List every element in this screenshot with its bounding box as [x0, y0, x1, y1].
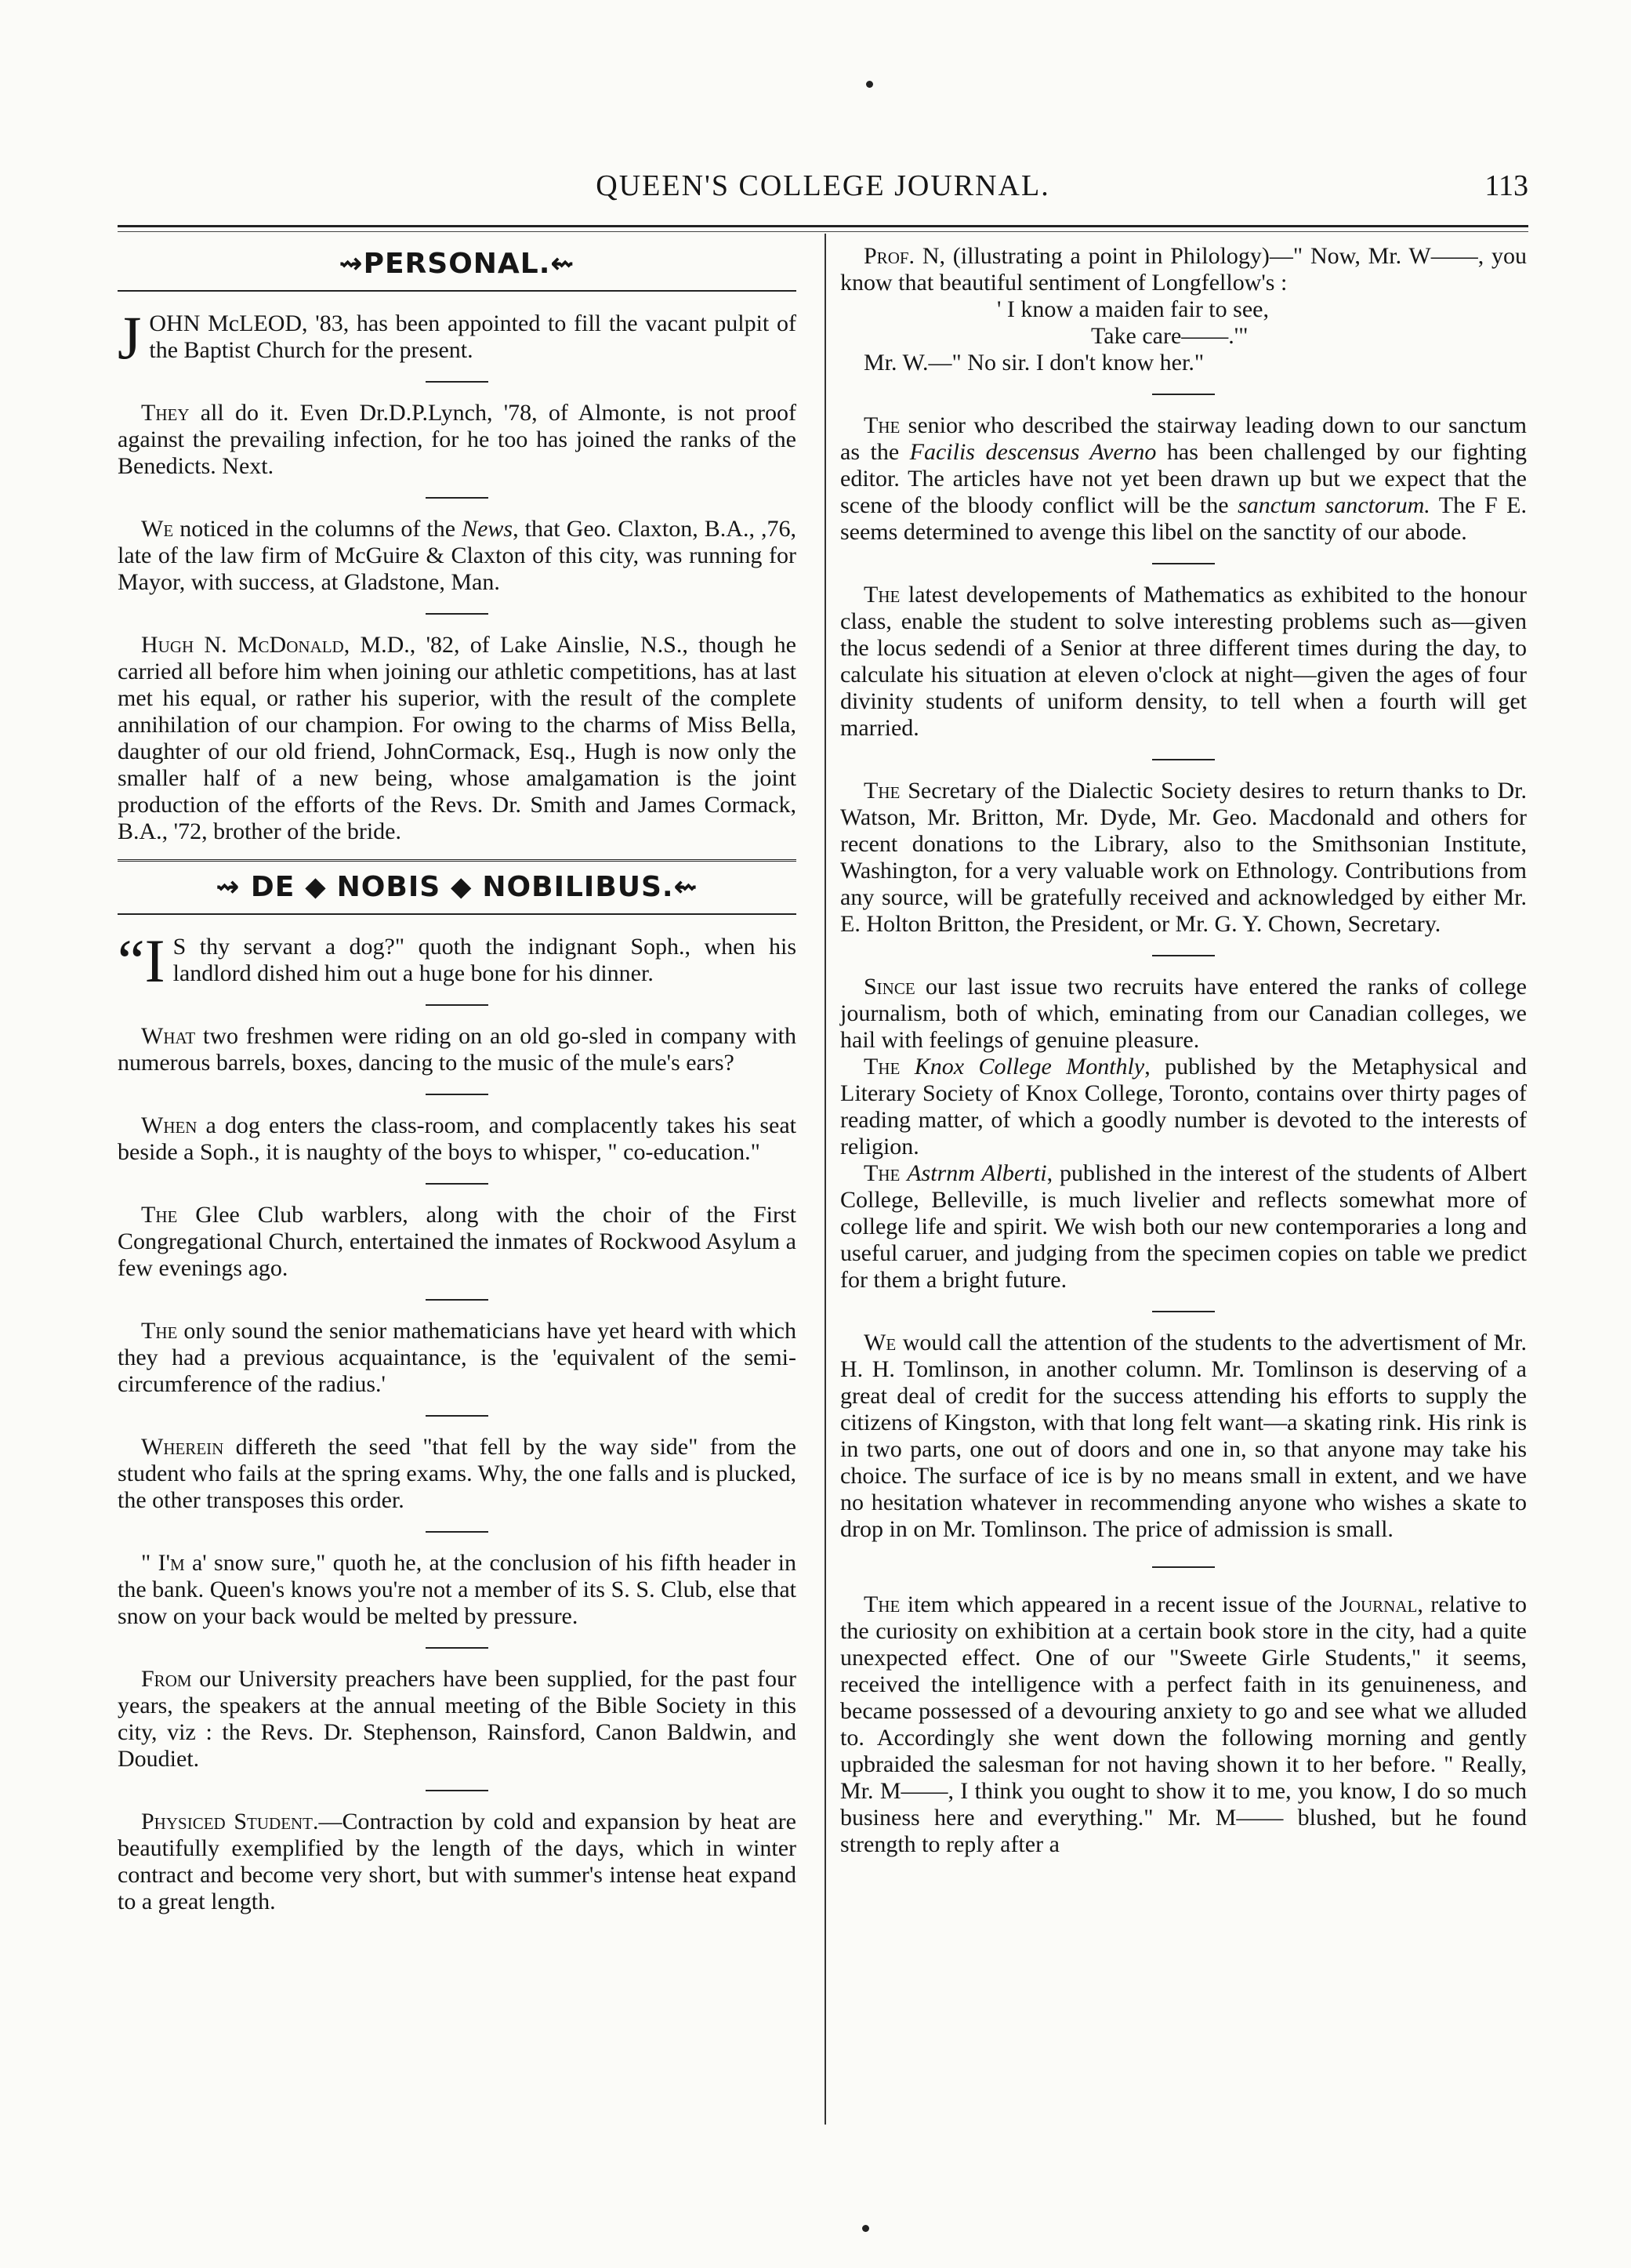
- personal-item-4-text: , M.D., '82, of Lake Ainslie, N.S., though he carried all before him when joining our athletic competitions, has at last met his equal, or rather his superior, with the result of the complete annihilation of our champion. For owing to the charms of Miss Bella, daughter of our old friend, JohnCormack, Esq., Hugh is now only the smaller half of a new being, whose amalgamation is the joint production of the efforts of the Revs. Dr. Smith and James Cormack, B.A., '72, brother of the bride.: [118, 632, 796, 844]
- nobis-item-7-text: a' snow sure," quoth he, at the conclusion of his fifth header in the bank. Queen's knows you're not a member of its S. S. Club, else that snow on your back would be melted by pressure.: [118, 1550, 796, 1629]
- personal-item-2-text: all do it. Even Dr.D.P.Lynch, '78, of Almonte, is not proof against the prevailing infection, for he too has joined the ranks of the Benedicts. Next.: [118, 400, 796, 479]
- nobis-item-8: [118, 1666, 796, 1773]
- journal-title: QUEEN'S COLLEGE JOURNAL.: [596, 169, 1050, 202]
- nobis-item-3: [118, 1112, 796, 1166]
- nobis-item-6-text: differeth the seed "that fell by the way side" from the student who fails at the spring exams. Why, the one falls and is plucked, the other transposes this order.: [118, 1434, 796, 1513]
- lead-word: The: [141, 1202, 178, 1228]
- right-item-2-text-c: The F E. seems determined to avenge this libel on the sanctity of our abode.: [840, 492, 1527, 545]
- lead-word: Wherein: [141, 1434, 224, 1460]
- nobis-item-2-text: two freshmen were riding on an old go-sled in company with numerous barrels, boxes, dancing to the music of the mule's ears?: [118, 1023, 796, 1076]
- separator: [426, 497, 488, 499]
- right-item-5c-text: , published in the interest of the students of Albert College, Belleville, is much livelier and reflects somewhat more of college life and spirit. We wish both our new contemporaries a long and useful caruer, and judging from the specimen copies on table we predict for them a bright future.: [840, 1160, 1528, 1293]
- reply-line: Mr. W.—" No sir. I don't know her.": [864, 350, 1205, 376]
- nobis-item-9: [118, 1809, 796, 1915]
- separator: [426, 1299, 488, 1301]
- column-divider: [825, 234, 826, 2125]
- right-item-7-text-a: item which appeared in a recent issue of the: [900, 1591, 1340, 1617]
- separator: [426, 1647, 488, 1649]
- nobis-item-1: [118, 927, 796, 995]
- news-title: News: [462, 516, 513, 542]
- page-number: 113: [1484, 169, 1528, 202]
- nobis-item-7: [118, 1550, 796, 1630]
- personal-item-3-text-a: noticed in the columns of the: [173, 516, 462, 542]
- nobis-item-4-text: Glee Club warblers, along with the choir of the First Congregational Church, entertained the inmates of Rockwood Asylum a few evenings ago.: [118, 1202, 796, 1281]
- right-item-3-text: latest developements of Mathematics as exhibited to the honour class, enable the student to solve interesting problems such as—given the locus sedendi of a Senior at three different times during the day, to calculate his situation at eleven o'clock at night—given the ages of four divinity students of uniform density, to tell when a fourth will get married.: [840, 582, 1527, 741]
- poem-line-1: ' I know a maiden fair to see,: [997, 296, 1269, 322]
- right-item-1-text: N, (illustrating a point in Philology)—" Now, Mr. W——, you know that beautiful sentiment of Longfellow's :: [840, 243, 1527, 296]
- section-double-rule: [118, 859, 796, 865]
- nobis-heading-rule: [118, 913, 796, 915]
- right-item-5-text: our last issue two recruits have entered the ranks of college journalism, both of which, eminating from our Canadian colleges, we hail with feelings of genuine pleasure.: [840, 974, 1527, 1053]
- nobis-item-8-text: our University preachers have been supplied, for the past four years, the speakers at the annual meeting of the Bible Society in this city, viz : the Revs. Dr. Stephenson, Rainsford, Canon Baldwin, and Doudiet.: [118, 1666, 796, 1772]
- separator: [426, 381, 488, 383]
- personal-heading-rule: [118, 290, 796, 292]
- lead-word: Since: [864, 974, 915, 1000]
- publication-title: Knox College Monthly: [914, 1054, 1145, 1080]
- personal-item-1: [118, 303, 796, 372]
- right-item-4-text: Secretary of the Dialectic Society desires to return thanks to Dr. Watson, Mr. Britton, Mr. Dyde, Mr. Geo. Macdonald and others for recent donations to the Library, also to the Smithsonian Institute, Washington, for a very valuable work on Ethnology. Contributions from any source, will be gratefully received and acknowledged by either Mr. E. Holton Britton, the President, or Mr. G. Y. Chown, Secretary.: [840, 778, 1527, 937]
- page-mark-top: [866, 81, 873, 88]
- publication-title: Astrnm Alberti: [907, 1160, 1047, 1186]
- open-quote: ": [141, 1550, 158, 1576]
- header-rule-thin: [118, 231, 1528, 232]
- nobis-item-1-text: S thy servant a dog?" quoth the indignant Soph., when his landlord dished him out a huge bone for his dinner.: [172, 934, 796, 986]
- nobis-item-2: [118, 1023, 796, 1076]
- separator: [426, 1531, 488, 1533]
- header-rule: [118, 225, 1528, 227]
- lead-word: I'm: [158, 1550, 185, 1576]
- right-item-6: [840, 1330, 1527, 1543]
- right-item-4: [840, 778, 1527, 938]
- nobis-item-9-text: —Contraction by cold and expansion by heat are beautifully exemplified by the length of the days, which in winter contract and become very short, but with summer's intense heat expand to a great length.: [118, 1809, 796, 1914]
- lead-word: The: [864, 1054, 901, 1080]
- separator: [1152, 563, 1215, 564]
- right-item-2-text-a: senior who described the stairway leading down to our sanctum as the: [840, 412, 1527, 465]
- separator: [426, 1094, 488, 1095]
- right-item-6-text: would call the attention of the students to the advertisment of Mr. H. H. Tomlinson, in another column. Mr. Tomlinson is deserving of a great deal of credit for the success attending his efforts to supply the citizens of Kingston, with that long felt want—a skating rink. His rink is in two parts, one out of doors and one in, so that anyone may take his choice. The surface of ice is by no means small in extent, and we have no hesitation whatever in recommending anyone who wishes a skate to drop in on Mr. Tomlinson. The price of admission is small.: [840, 1330, 1527, 1542]
- journal-name: Journal: [1339, 1591, 1418, 1617]
- lead-word: We: [864, 1330, 897, 1355]
- separator: [426, 613, 488, 615]
- lead-word: They: [141, 400, 190, 426]
- nobis-heading: ⇝ DE ⬥ NOBIS ⬥ NOBILIBUS.⇜: [216, 871, 698, 903]
- right-item-5c: [840, 1160, 1527, 1294]
- lead-word: The: [864, 1160, 901, 1186]
- nobis-item-4: [118, 1202, 796, 1282]
- lead-word: Physiced Student.: [141, 1809, 319, 1834]
- lead-word: Prof.: [864, 243, 915, 269]
- drop-cap: “I: [118, 927, 165, 995]
- personal-item-3-text-b: , that Geo. Claxton, B.A., ,76, late of the law firm of McGuire & Claxton of this city, was running for Mayor, with success, at Gladstone, Man.: [118, 516, 796, 595]
- separator: [1152, 1566, 1215, 1568]
- separator: [426, 1790, 488, 1791]
- personal-heading: ⇝PERSONAL.⇜: [339, 248, 575, 280]
- nobis-item-5-text: only sound the senior mathematicians have yet heard with which they had a previous acquaintance, is the 'equivalent of the semi-circumference of the radius.': [118, 1318, 796, 1397]
- lead-word: The: [864, 582, 901, 608]
- personal-item-4: [118, 632, 796, 845]
- latin-phrase: Facilis descensus Averno: [909, 439, 1157, 465]
- drop-cap: J: [118, 303, 142, 372]
- lead-word: The: [864, 1591, 901, 1617]
- separator: [1152, 955, 1215, 956]
- separator: [426, 1004, 488, 1006]
- right-item-5: [840, 974, 1527, 1054]
- nobis-item-5: [118, 1318, 796, 1398]
- lead-word: Hugh N. McDonald: [141, 632, 344, 658]
- running-header: [118, 169, 1528, 216]
- separator: [1152, 1311, 1215, 1312]
- lead-word: The: [864, 412, 901, 438]
- right-item-1: [840, 243, 1527, 296]
- right-item-7: [840, 1591, 1527, 1858]
- personal-item-1-text: OHN McLEOD, '83, has been appointed to fill the vacant pulpit of the Baptist Church for the present.: [149, 310, 796, 363]
- right-column: [840, 243, 1527, 1858]
- right-item-7-text-b: , relative to the curiosity on exhibition at a certain book store in the city, had a quite unexpected effect. One of our "Sweete Girle Students," it seems, received the intelligence with a perfect faith in its genuineness, and became possessed of a devouring anxiety to go and see what we alluded to. Accordingly she went down the following morning and gently upbraided the salesman for not having shown it to her before. " Really, Mr. M——, I think you ought to show it to me, you know, I do so much business here and everything." Mr. M—— blushed, but he found strength to reply after a: [840, 1591, 1527, 1857]
- page-mark-bottom: [862, 2225, 869, 2232]
- lead-word: The: [864, 778, 901, 804]
- separator: [1152, 394, 1215, 395]
- left-column: [118, 243, 796, 1915]
- lead-word: From: [141, 1666, 192, 1692]
- poem-line-2: Take care——.'": [1091, 323, 1249, 349]
- personal-item-2: [118, 400, 796, 480]
- separator: [426, 1183, 488, 1185]
- lead-word: The: [141, 1318, 178, 1344]
- separator: [1152, 759, 1215, 760]
- nobis-item-6: [118, 1434, 796, 1514]
- right-item-3: [840, 582, 1527, 742]
- separator: [426, 1415, 488, 1417]
- right-item-5b: [840, 1054, 1527, 1160]
- lead-word: What: [141, 1023, 196, 1049]
- personal-item-3: [118, 516, 796, 596]
- latin-phrase: sanctum sanctorum.: [1238, 492, 1430, 518]
- right-item-5b-text: , published by the Metaphysical and Literary Society of Knox College, Toronto, contains over thirty pages of reading matter, of which a goodly number is devoted to the interests of religion.: [840, 1054, 1527, 1159]
- right-item-2-text-b: has been challenged by our fighting editor. The articles have not yet been drawn up but we expect that the scene of the bloody conflict will be the: [840, 439, 1527, 518]
- lead-word: We: [141, 516, 174, 542]
- right-item-2: [840, 412, 1527, 546]
- nobis-item-3-text: a dog enters the class-room, and complacently takes his seat beside a Soph., it is naughty of the boys to whisper, " co-education.": [118, 1112, 796, 1165]
- lead-word: When: [141, 1112, 198, 1138]
